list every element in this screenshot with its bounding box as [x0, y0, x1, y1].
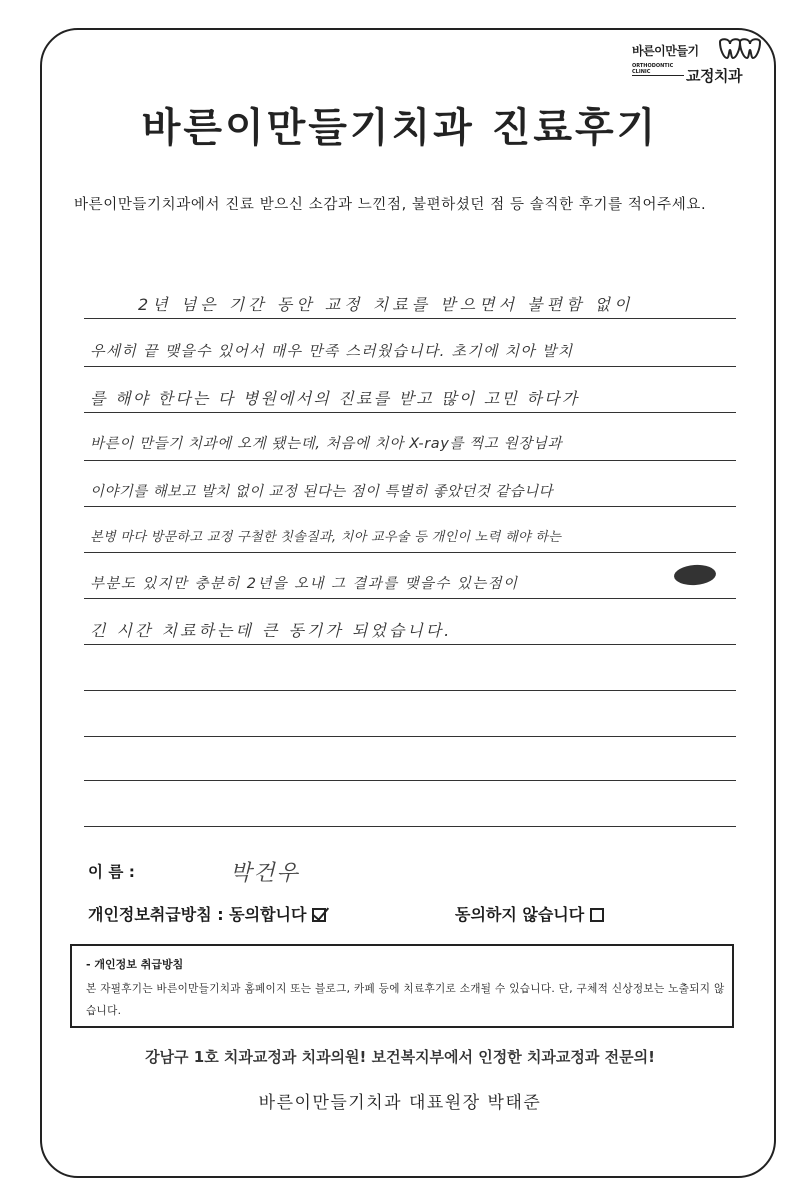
ruled-line: [84, 690, 736, 691]
disagree-checkbox[interactable]: [590, 908, 604, 922]
consent-agree-label: 개인정보취급방침 : 동의합니다: [88, 905, 307, 924]
clinic-logo: [632, 38, 762, 88]
policy-body: 본 자필후기는 바른이만들기치과 홈페이지 또는 블로그, 카페 등에 치료후기로 소개될 수 있습니다. 단, 구체적 신상정보는 노출되지 않습니다.: [86, 983, 725, 1017]
ruled-line: [84, 460, 736, 461]
ruled-line: [84, 318, 736, 319]
ruled-line: [84, 826, 736, 827]
review-line: 부분도 있지만 충분히 2년을 오내 그 결과를 맺을수 있는점이: [90, 576, 519, 592]
ruled-line: [84, 412, 736, 413]
logo-clinic: 교정치과: [686, 67, 742, 85]
ruled-line: [84, 552, 736, 553]
logo-sub: ORTHODONTIC CLINIC: [632, 63, 684, 76]
tooth-logo-icon: [716, 38, 762, 62]
intro-text: 바른이만들기치과에서 진료 받으신 소감과 느낀점, 불편하셨던 점 등 솔직한 후기를 적어주세요.: [74, 197, 707, 213]
ruled-line: [84, 644, 736, 645]
footer-signature: 바른이만들기치과 대표원장 박태준: [258, 1093, 542, 1113]
page-title: 바른이만들기치과 진료후기: [141, 105, 659, 151]
agree-checkbox[interactable]: [312, 908, 326, 922]
privacy-policy-box: [70, 944, 734, 1028]
review-line: 긴 시간 치료하는데 큰 동기가 되었습니다.: [90, 621, 453, 640]
ruled-line: [84, 506, 736, 507]
ruled-line: [84, 736, 736, 737]
consent-disagree: [455, 902, 604, 925]
ruled-line: [84, 780, 736, 781]
footer-tagline: 강남구 1호 치과교정과 치과의원! 보건복지부에서 인정한 치과교정과 전문의!: [145, 1048, 655, 1066]
review-line: 바른이 만들기 치과에 오게 됐는데, 처음에 치아 X-ray를 찍고 원장님과: [90, 436, 563, 452]
review-line: 이야기를 해보고 발치 없이 교정 된다는 점이 특별히 좋았던것 같습니다: [90, 484, 553, 500]
name-label: 이 름 :: [88, 863, 135, 881]
name-value: 박건우: [230, 861, 300, 886]
review-line: 본병 마다 방문하고 교정 구철한 칫솔질과, 치아 교우술 등 개인이 노력 해야 하는: [90, 530, 562, 545]
policy-heading: - 개인정보 취급방침: [86, 958, 184, 971]
consent-agree: [88, 902, 326, 925]
review-line: 2년 넘은 기간 동안 교정 치료를 받으면서 불편함 없이: [138, 295, 634, 314]
review-line: 우세히 끝 맺을수 있어서 매우 만족 스러웠습니다. 초기에 치아 발치: [90, 342, 574, 360]
ruled-line: [84, 366, 736, 367]
review-line: 를 해야 한다는 다 병원에서의 진료를 받고 많이 고민 하다가: [90, 389, 580, 408]
consent-disagree-label: 동의하지 않습니다: [455, 905, 585, 924]
ruled-line: [84, 598, 736, 599]
logo-brand: 바른이만들기: [632, 44, 699, 58]
